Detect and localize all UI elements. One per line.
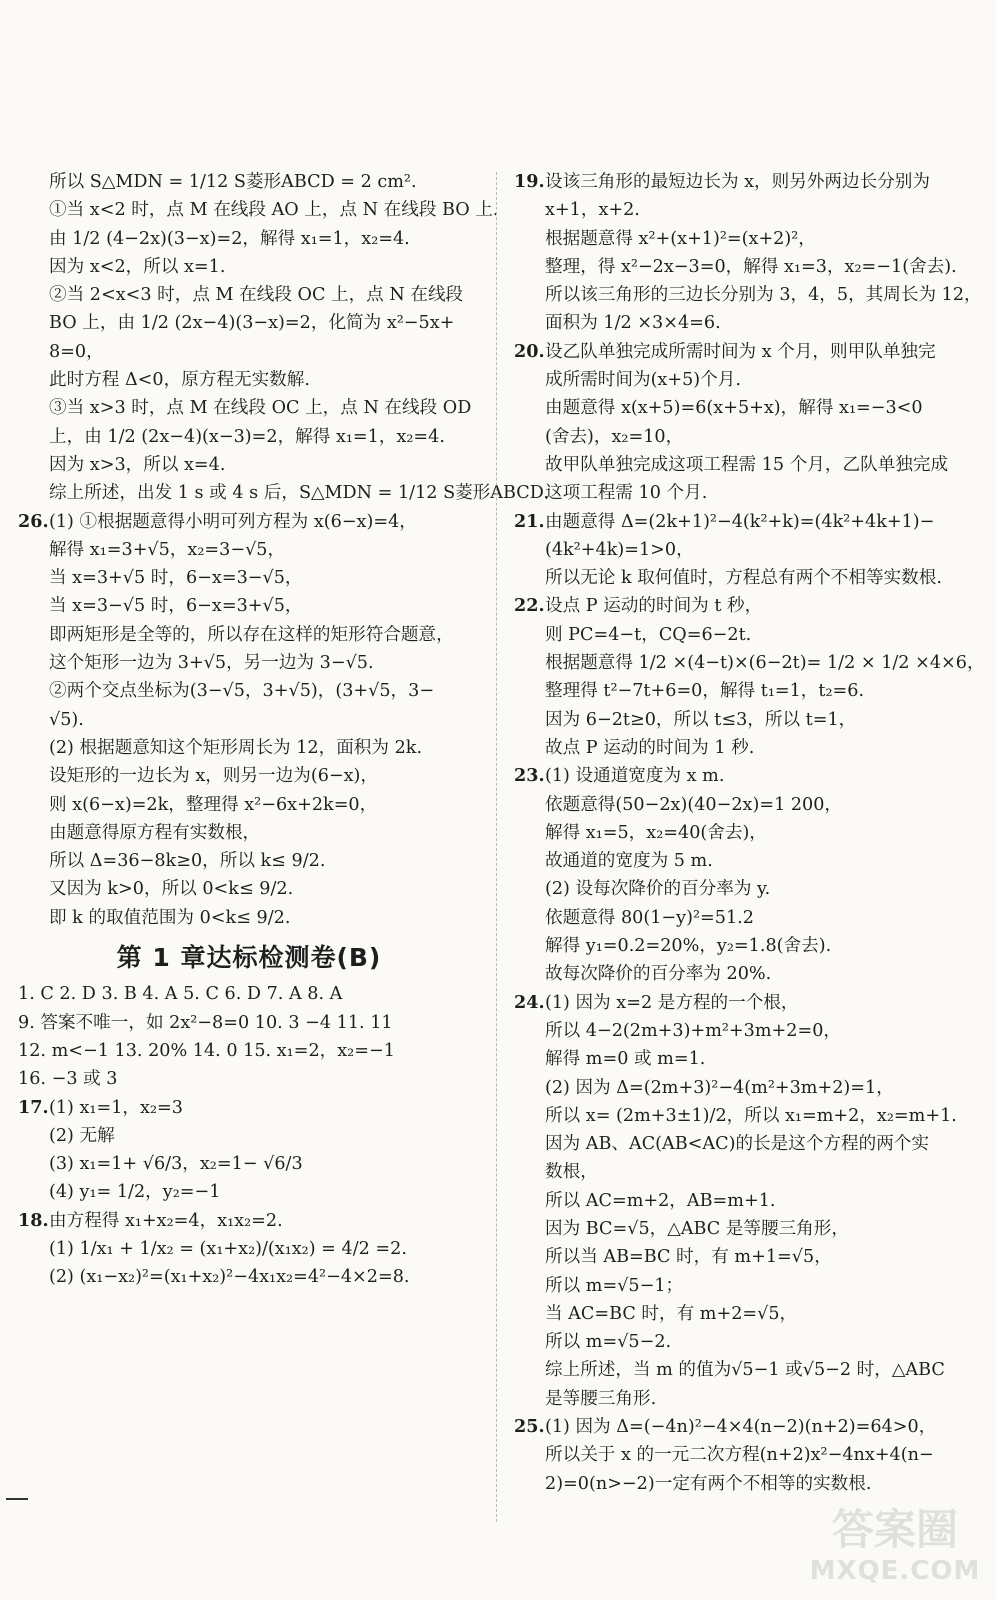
answer-text: 故甲队单独完成这项工程需 15 个月，乙队单独完成 xyxy=(545,454,949,475)
answer-text: 解得 x₁=3+√5，x₂=3−√5， xyxy=(49,539,286,560)
answer-text: 设矩形的一边长为 x，则另一边为(6−x)， xyxy=(49,766,379,787)
answer-line-numbered xyxy=(514,508,984,536)
answer-line xyxy=(514,1130,984,1158)
answer-text: (2) 设每次降价的百分率为 y. xyxy=(545,879,771,900)
answer-line xyxy=(514,1158,984,1186)
answer-line xyxy=(18,706,480,734)
column-divider xyxy=(496,172,497,1522)
answer-line-numbered xyxy=(514,338,984,366)
answer-text: 因为 AB、AC(AB<AC)的长是这个方程的两个实 xyxy=(545,1134,929,1155)
answer-text: (4) y₁= 1/2，y₂=−1 xyxy=(49,1182,221,1203)
answer-text: 由方程得 x₁+x₂=4，x₁x₂=2. xyxy=(49,1210,283,1231)
answer-text: 解得 m=0 或 m=1. xyxy=(545,1049,706,1070)
answer-line xyxy=(514,791,984,819)
answer-line xyxy=(18,1009,480,1037)
answer-text: 8=0， xyxy=(49,341,104,362)
answer-line xyxy=(514,649,984,677)
answer-line xyxy=(18,309,480,337)
answer-text: 这个矩形一边为 3+√5，另一边为 3−√5. xyxy=(49,653,374,674)
answer-line xyxy=(514,536,984,564)
answer-text: 故通道的宽度为 5 m. xyxy=(545,851,713,872)
answer-line xyxy=(18,1065,480,1093)
answer-text: (1) 因为 x=2 是方程的一个根， xyxy=(545,992,799,1013)
answer-text: 当 AC=BC 时，有 m+2=√5， xyxy=(545,1303,798,1324)
answer-text: 因为 x<2，所以 x=1. xyxy=(49,256,226,277)
answer-line xyxy=(514,1215,984,1243)
answer-text: 整理，得 x²−2x−3=0，解得 x₁=3，x₂=−1(舍去). xyxy=(545,256,957,277)
answer-text: (2) 无解 xyxy=(49,1125,115,1146)
answer-text: 此时方程 Δ<0，原方程无实数解. xyxy=(49,370,310,391)
answer-text: 因为 6−2t≥0，所以 t≤3，所以 t=1， xyxy=(545,709,857,730)
answer-line xyxy=(514,394,984,422)
answer-text: 依题意得(50−2x)(40−2x)=1 200， xyxy=(545,794,843,815)
answer-text: (1) 1/x₁ + 1/x₂ = (x₁+x₂)/(x₁x₂) = 4/2 =2. xyxy=(49,1238,407,1259)
answer-text: 所以无论 k 取何值时，方程总有两个不相等实数根. xyxy=(545,568,942,589)
answer-line xyxy=(18,875,480,903)
answer-text: x+1，x+2. xyxy=(545,200,640,221)
answer-line xyxy=(514,423,984,451)
answer-line xyxy=(18,649,480,677)
answer-line xyxy=(514,706,984,734)
answer-line xyxy=(18,451,480,479)
answer-line xyxy=(18,479,549,507)
answer-text: ③当 x>3 时，点 M 在线段 OC 上，点 N 在线段 OD xyxy=(49,398,472,419)
answer-text: (2) 因为 Δ=(2m+3)²−4(m²+3m+2)=1， xyxy=(545,1077,894,1098)
answer-text: BO 上，由 1/2 (2x−4)(3−x)=2，化简为 x²−5x+ xyxy=(49,313,455,334)
answer-text: ②两个交点坐标为(3−√5，3+√5)，(3+√5，3− xyxy=(49,681,435,702)
answer-line xyxy=(514,1187,984,1215)
answer-line xyxy=(514,932,984,960)
answer-line xyxy=(18,1263,480,1291)
answer-line xyxy=(18,168,480,196)
answer-line xyxy=(514,1074,984,1102)
answer-text: 9. 答案不唯一，如 2x²−8=0 10. 3 −4 11. 11 xyxy=(18,1012,393,1033)
answer-line-numbered xyxy=(514,989,984,1017)
answer-text: 这项工程需 10 个月. xyxy=(545,483,708,504)
question-number: 21. xyxy=(514,510,545,532)
answer-text: 所以 4−2(2m+3)+m²+3m+2=0， xyxy=(545,1020,842,1041)
answer-line-numbered xyxy=(514,762,984,790)
answer-line xyxy=(18,592,480,620)
answer-text: 根据题意得 1/2 ×(4−t)×(6−2t)= 1/2 × 1/2 ×4×6， xyxy=(545,653,985,674)
answer-text: 又因为 k>0，所以 0<k≤ 9/2. xyxy=(49,879,294,900)
question-number: 18. xyxy=(18,1209,49,1231)
answer-text: 所以该三角形的三边长分别为 3，4，5，其周长为 12， xyxy=(545,285,982,306)
answer-text: 2)=0(n>−2)一定有两个不相等的实数根. xyxy=(545,1473,872,1494)
answer-text: 根据题意得 x²+(x+1)²=(x+2)²， xyxy=(545,228,816,249)
answer-line xyxy=(514,1272,984,1300)
answer-line xyxy=(18,847,480,875)
answer-text: ①当 x<2 时，点 M 在线段 AO 上，点 N 在线段 BO 上. xyxy=(49,200,499,221)
watermark-site: MXQE.COM xyxy=(809,1556,981,1586)
answer-line xyxy=(18,225,480,253)
answer-line xyxy=(514,1441,984,1469)
answer-line xyxy=(18,621,480,649)
answer-line xyxy=(18,338,480,366)
answer-line-numbered xyxy=(514,168,984,196)
answer-text: 即 k 的取值范围为 0<k≤ 9/2. xyxy=(49,907,291,928)
answer-text: 数根， xyxy=(545,1162,598,1183)
answer-text: (2) 根据题意知这个矩形周长为 12，面积为 2k. xyxy=(49,737,423,758)
answer-text: 则 PC=4−t，CQ=6−2t. xyxy=(545,624,752,645)
answer-line xyxy=(18,819,480,847)
bottom-rule xyxy=(6,1498,28,1500)
answer-text: 故点 P 运动的时间为 1 秒. xyxy=(545,737,755,758)
answer-line xyxy=(514,1328,984,1356)
answer-line xyxy=(514,847,984,875)
answer-line xyxy=(18,1178,480,1206)
answer-line-numbered xyxy=(514,592,984,620)
answer-line xyxy=(514,1102,984,1130)
watermark-text: 答案圈 xyxy=(831,1505,958,1554)
answer-line xyxy=(18,904,480,932)
question-number: 22. xyxy=(514,595,545,617)
answer-line xyxy=(514,1300,984,1328)
question-number: 25. xyxy=(514,1416,545,1438)
answer-text: ②当 2<x<3 时，点 M 在线段 OC 上，点 N 在线段 xyxy=(49,285,464,306)
answer-text: (舍去)，x₂=10， xyxy=(545,426,684,447)
answer-text: 1. C 2. D 3. B 4. A 5. C 6. D 7. A 8. A xyxy=(18,984,343,1005)
answer-text: 设点 P 运动的时间为 t 秒， xyxy=(545,596,763,617)
answer-text: 解得 y₁=0.2=20%，y₂=1.8(舍去). xyxy=(545,936,832,957)
answer-text: 所以关于 x 的一元二次方程(n+2)x²−4nx+4(n− xyxy=(545,1445,934,1466)
answer-line xyxy=(18,1235,480,1263)
answer-line xyxy=(514,253,984,281)
answer-line xyxy=(514,564,984,592)
answer-line xyxy=(18,281,480,309)
answer-text: 所以 AC=m+2，AB=m+1. xyxy=(545,1190,776,1211)
question-number: 24. xyxy=(514,991,545,1013)
answer-line xyxy=(18,791,480,819)
answer-text: (1) x₁=1，x₂=3 xyxy=(49,1097,183,1118)
answer-text: 整理得 t²−7t+6=0，解得 t₁=1，t₂=6. xyxy=(545,681,865,702)
answer-line xyxy=(514,1356,984,1384)
answer-text: (1) 设通道宽度为 x m. xyxy=(545,766,725,787)
answer-text: 由题意得 Δ=(2k+1)²−4(k²+k)=(4k²+4k+1)− xyxy=(545,511,935,532)
answer-text: 所以 x= (2m+3±1)/2，所以 x₁=m+2，x₂=m+1. xyxy=(545,1105,957,1126)
answer-line xyxy=(514,309,984,337)
answer-text: 所以 S△MDN = 1/12 S菱形ABCD = 2 cm². xyxy=(49,172,417,192)
answer-text: 由题意得 x(x+5)=6(x+5+x)，解得 x₁=−3<0 xyxy=(545,398,923,419)
answer-line xyxy=(18,423,480,451)
answer-line xyxy=(18,536,480,564)
answer-text: 解得 x₁=5，x₂=40(舍去)， xyxy=(545,822,767,843)
answer-line xyxy=(514,281,984,309)
answer-text: 则 x(6−x)=2k，整理得 x²−6x+2k=0， xyxy=(49,794,378,815)
answer-line-numbered xyxy=(18,1094,480,1122)
answer-line-numbered xyxy=(514,1413,984,1441)
answer-text: 成所需时间为(x+5)个月. xyxy=(545,370,741,391)
answer-text: 设该三角形的最短边长为 x，则另外两边长分别为 xyxy=(545,172,930,192)
answer-text: 故每次降价的百分率为 20%. xyxy=(545,964,772,985)
answer-line xyxy=(18,366,480,394)
answer-line xyxy=(514,1045,984,1073)
answer-text: (2) (x₁−x₂)²=(x₁+x₂)²−4x₁x₂=4²−4×2=8. xyxy=(49,1267,410,1288)
answer-text: 所以当 AB=BC 时，有 m+1=√5， xyxy=(545,1247,832,1268)
answer-text: 综上所述，当 m 的值为√5−1 或√5−2 时，△ABC xyxy=(545,1360,945,1381)
answer-line-numbered xyxy=(18,1207,480,1235)
answer-line xyxy=(18,762,480,790)
section-heading: 第 1 章达标检测卷(B) xyxy=(116,943,382,973)
answer-text: 当 x=3+√5 时，6−x=3−√5， xyxy=(49,568,303,589)
answer-line xyxy=(514,875,984,903)
answer-line xyxy=(514,1385,984,1413)
answer-line xyxy=(514,960,984,988)
answer-line xyxy=(514,621,984,649)
answer-line xyxy=(514,734,984,762)
answer-line xyxy=(514,819,984,847)
answer-line xyxy=(514,1243,984,1271)
answer-line xyxy=(18,196,499,224)
answer-line xyxy=(514,1017,984,1045)
answer-line xyxy=(514,1470,984,1498)
answer-line xyxy=(18,1150,480,1178)
answer-text: (4k²+4k)=1>0， xyxy=(545,539,694,560)
answer-text: 由 1/2 (4−2x)(3−x)=2，解得 x₁=1，x₂=4. xyxy=(49,228,410,249)
answer-line xyxy=(18,980,480,1008)
answer-text: 因为 BC=√5，△ABC 是等腰三角形， xyxy=(545,1218,849,1239)
answer-text: (1) 因为 Δ=(−4n)²−4×4(n−2)(n+2)=64>0， xyxy=(545,1417,937,1438)
answer-text: 设乙队单独完成所需时间为 x 个月，则甲队单独完 xyxy=(545,341,936,362)
answer-line xyxy=(18,564,480,592)
answer-text: 所以 m=√5−1； xyxy=(545,1275,684,1296)
answer-text: 依题意得 80(1−y)²=51.2 xyxy=(545,907,754,928)
answer-text: 是等腰三角形. xyxy=(545,1388,657,1409)
answer-text: 16. −3 或 3 xyxy=(18,1069,118,1090)
question-number: 17. xyxy=(18,1096,49,1118)
answer-text: 由题意得原方程有实数根， xyxy=(49,822,261,843)
answer-text: 当 x=3−√5 时，6−x=3+√5， xyxy=(49,596,303,617)
answer-text: √5). xyxy=(49,709,84,730)
answer-line xyxy=(514,479,984,507)
answer-line xyxy=(18,394,480,422)
answer-line xyxy=(514,196,984,224)
answer-line xyxy=(18,677,480,705)
answer-text: 综上所述，出发 1 s 或 4 s 后，S△MDN = 1/12 S菱形ABCD. xyxy=(49,483,549,504)
answer-line xyxy=(18,734,480,762)
answer-text: 面积为 1/2 ×3×4=6. xyxy=(545,313,721,334)
question-number: 26. xyxy=(18,510,49,532)
answer-line xyxy=(514,677,984,705)
answer-text: 所以 Δ=36−8k≥0，所以 k≤ 9/2. xyxy=(49,851,326,872)
answer-text: (1) ①根据题意得小明可列方程为 x(6−x)=4， xyxy=(49,511,417,532)
answer-line xyxy=(18,253,480,281)
question-number: 19. xyxy=(514,171,545,192)
answer-line xyxy=(514,451,984,479)
answer-text: (3) x₁=1+ √6/3，x₂=1− √6/3 xyxy=(49,1154,303,1175)
answer-line xyxy=(514,366,984,394)
answer-text: 所以 m=√5−2. xyxy=(545,1332,672,1353)
answer-line-numbered xyxy=(18,508,480,536)
answer-line xyxy=(18,1122,480,1150)
right-column xyxy=(514,168,984,1498)
question-number: 23. xyxy=(514,765,545,787)
answer-text: 12. m<−1 13. 20% 14. 0 15. x₁=2，x₂=−1 xyxy=(18,1040,395,1061)
watermark-logo xyxy=(800,1500,990,1595)
answer-line xyxy=(18,1037,480,1065)
answer-text: 上，由 1/2 (2x−4)(x−3)=2，解得 x₁=1，x₂=4. xyxy=(49,426,445,447)
question-number: 20. xyxy=(514,340,545,362)
answer-line xyxy=(514,225,984,253)
answer-line xyxy=(514,904,984,932)
answer-text: 即两矩形是全等的，所以存在这样的矩形符合题意， xyxy=(49,624,454,645)
answer-text: 因为 x>3，所以 x=4. xyxy=(49,454,226,475)
